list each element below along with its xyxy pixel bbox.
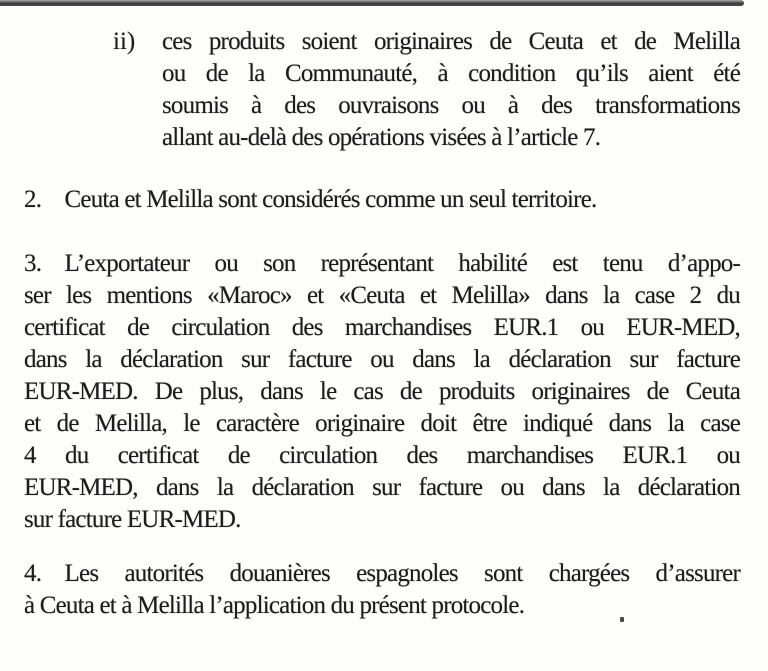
text-line: dans la déclaration sur facture ou dans la déclaration sur facture <box>24 346 740 373</box>
text-line: 2. Ceuta et Melilla sont considérés comme un seul territoire. <box>24 186 597 213</box>
text-line: certificat de circulation des marchandises EUR.1 ou EUR-MED, <box>24 314 740 341</box>
scan-top-edge-bar <box>0 0 744 6</box>
text-line: et de Melilla, le caractère originaire doit être indiqué dans la case <box>24 410 740 437</box>
text-line: 4 du certificat de circulation des marchandises EUR.1 ou <box>24 442 740 469</box>
scan-artifact-dot <box>620 617 624 622</box>
text-line: 3. L’exportateur ou son représentant habilité est tenu d’appo- <box>24 250 740 277</box>
text-line: 4. Les autorités douanières espagnoles sont chargées d’assurer <box>24 560 740 587</box>
text-line: ou de la Communauté, à condition qu’ils aient été <box>162 60 740 87</box>
text-line: EUR-MED, dans la déclaration sur facture ou dans la déclaration <box>24 474 740 501</box>
paragraph-2 <box>24 184 740 216</box>
text-line: allant au-delà des opérations visées à l’article 7. <box>162 124 601 151</box>
text-line: sur facture EUR-MED. <box>24 506 241 533</box>
text-line: soumis à des ouvraisons ou à des transformations <box>162 92 740 119</box>
text-line: ser les mentions «Maroc» et «Ceuta et Melilla» dans la case 2 du <box>24 282 740 309</box>
paragraph-4 <box>24 558 740 622</box>
paragraph-3 <box>24 248 740 536</box>
text-line: ces produits soient originaires de Ceuta et de Melilla <box>162 28 740 55</box>
list-marker-ii: ii) <box>113 28 136 55</box>
text-line: à Ceuta et à Melilla l’application du présent protocole. <box>24 592 525 619</box>
text-line: EUR-MED. De plus, dans le cas de produits originaires de Ceuta <box>24 378 740 405</box>
list-item-ii <box>113 26 740 154</box>
list-item-ii-text <box>162 26 740 154</box>
